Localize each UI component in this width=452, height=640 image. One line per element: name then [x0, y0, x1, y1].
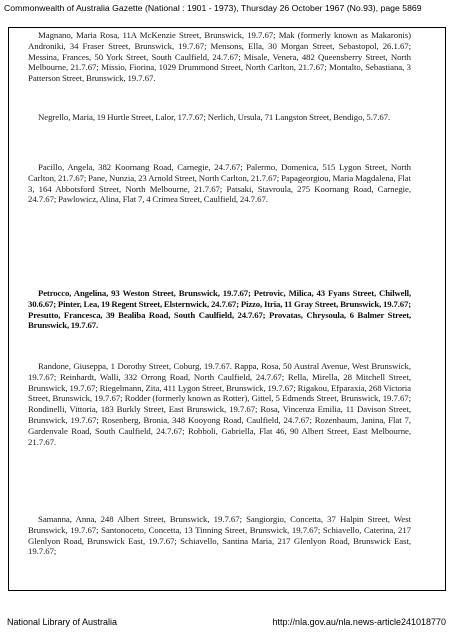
footer-url[interactable]: http://nla.gov.au/nla.news-article241018770: [272, 617, 446, 627]
page-header: Commonwealth of Australia Gazette (National : 1901 - 1973), Thursday 26 October 1967 (No.93), page 5869: [4, 3, 422, 13]
notice-paragraph-m: Magnano, Maria Rosa, 11A McKenzie Street, Brunswick, 19.7.67; Mak (formerly known as Makaronis) Androniki, 34 Fraser Street, Brunswick, 19.7.67; Mensons, Ella, 30 Morgan Street, Sebastopol, 26.1.67; Messina, Frances, 50 York Street, South Caulfield, 24.7.67; Misale, Venera, 482 Queensberry Street, North Melbourne, 21.7.67; Missio, Fiorina, 1029 Drummond Street, North Carlton, 21.7.67; Montalto, Sebastiana, 3 Patterson Street, Brunswick, 19.7.67.: [28, 30, 411, 84]
notice-paragraph-p-bold: Petrocco, Angelina, 93 Weston Street, Brunswick, 19.7.67; Petrovic, Milica, 43 Fyans Street, Chilwell, 30.6.67; Pinter, Lea, 19 Regent Street, Elsternwick, 24.7.67; Pizzo, Itria, 11 Gray Street, Brunswick, 19.7.67; Presutto, Francesca, 39 Bealiba Road, South Caulfield, 24.7.67; Provatas, Chrysoula, 6 Balmer Street, Brunswick, 19.7.67.: [28, 288, 411, 331]
footer-source: National Library of Australia: [7, 617, 118, 627]
notice-paragraph-n: Negrello, Maria, 19 Hurtle Street, Lalor, 17.7.67; Nerlich, Ursula, 71 Langston Street, Bendigo, 5.7.67.: [38, 112, 391, 122]
notice-paragraph-s: Samanna, Anna, 248 Albert Street, Brunswick, 19.7.67; Sangiorgio, Concetta, 37 Halpin Street, West Brunswick, 19.7.67; Santonoceto, Concetta, 13 Tinning Street, Brunswick, 19.7.67; Schiavello, Caterina, 217 Glenlyon Road, Brunswick East, 19.7.67; Schiavello, Santina Maria, 217 Glenlyon Road, Brunswick East, 19.7.67;: [28, 514, 411, 557]
notice-paragraph-p: Pacillo, Angela, 382 Koornang Road, Carnegie, 24.7.67; Palermo, Domenica, 515 Lygon Street, North Carlton, 21.7.67; Pane, Nunzia, 23 Arnold Street, North Carlton, 21.7.67; Papageorgiou, Maria Magdalena, Flat 3, 164 Abbotsford Street, North Melbourne, 21.7.67; Patsaki, Stavroula, 275 Koornang Road, Carnegie, 24.7.67; Pawlowicz, Alina, Flat 7, 4 Crimea Street, Caulfield, 24.7.67.: [28, 162, 411, 205]
notice-paragraph-r: Randone, Giuseppa, 1 Dorothy Street, Coburg, 19.7.67. Rappa, Rosa, 50 Austral Avenue, West Brunswick, 19.7.67; Reinhardt, Walli, 332 Orrong Road, North Caulfield, 24.7.67; Rella, Mirella, 28 Mitchell Street, Brunswick, 19.7.67; Riegelmann, Zita, 411 Lygon Street, Brunswick, 19.7.67; Rigakou, Efparaxia, 268 Victoria Street, Brunswick, 19.7.67; Rodder (formerly known as Rotter), Gittel, 5 Edmends Street, Brunswick, 19.7.67; Rondinelli, Vittoria, 183 Burkly Street, East Brunswick, 19.7.67; Rosa, Vincenza Emilia, 11 Davison Street, Brunswick, 19.7.67; Rosenberg, Bronia, 348 Kooyong Road, Caulfield, 24.7.67; Rozenbaum, Janina, Flat 7, Gardenvale Road, South Caulfield, 24.7.67; Robboli, Gabriella, Flat 46, 90 Albert Street, East Melbourne, 21.7.67.: [28, 361, 411, 447]
